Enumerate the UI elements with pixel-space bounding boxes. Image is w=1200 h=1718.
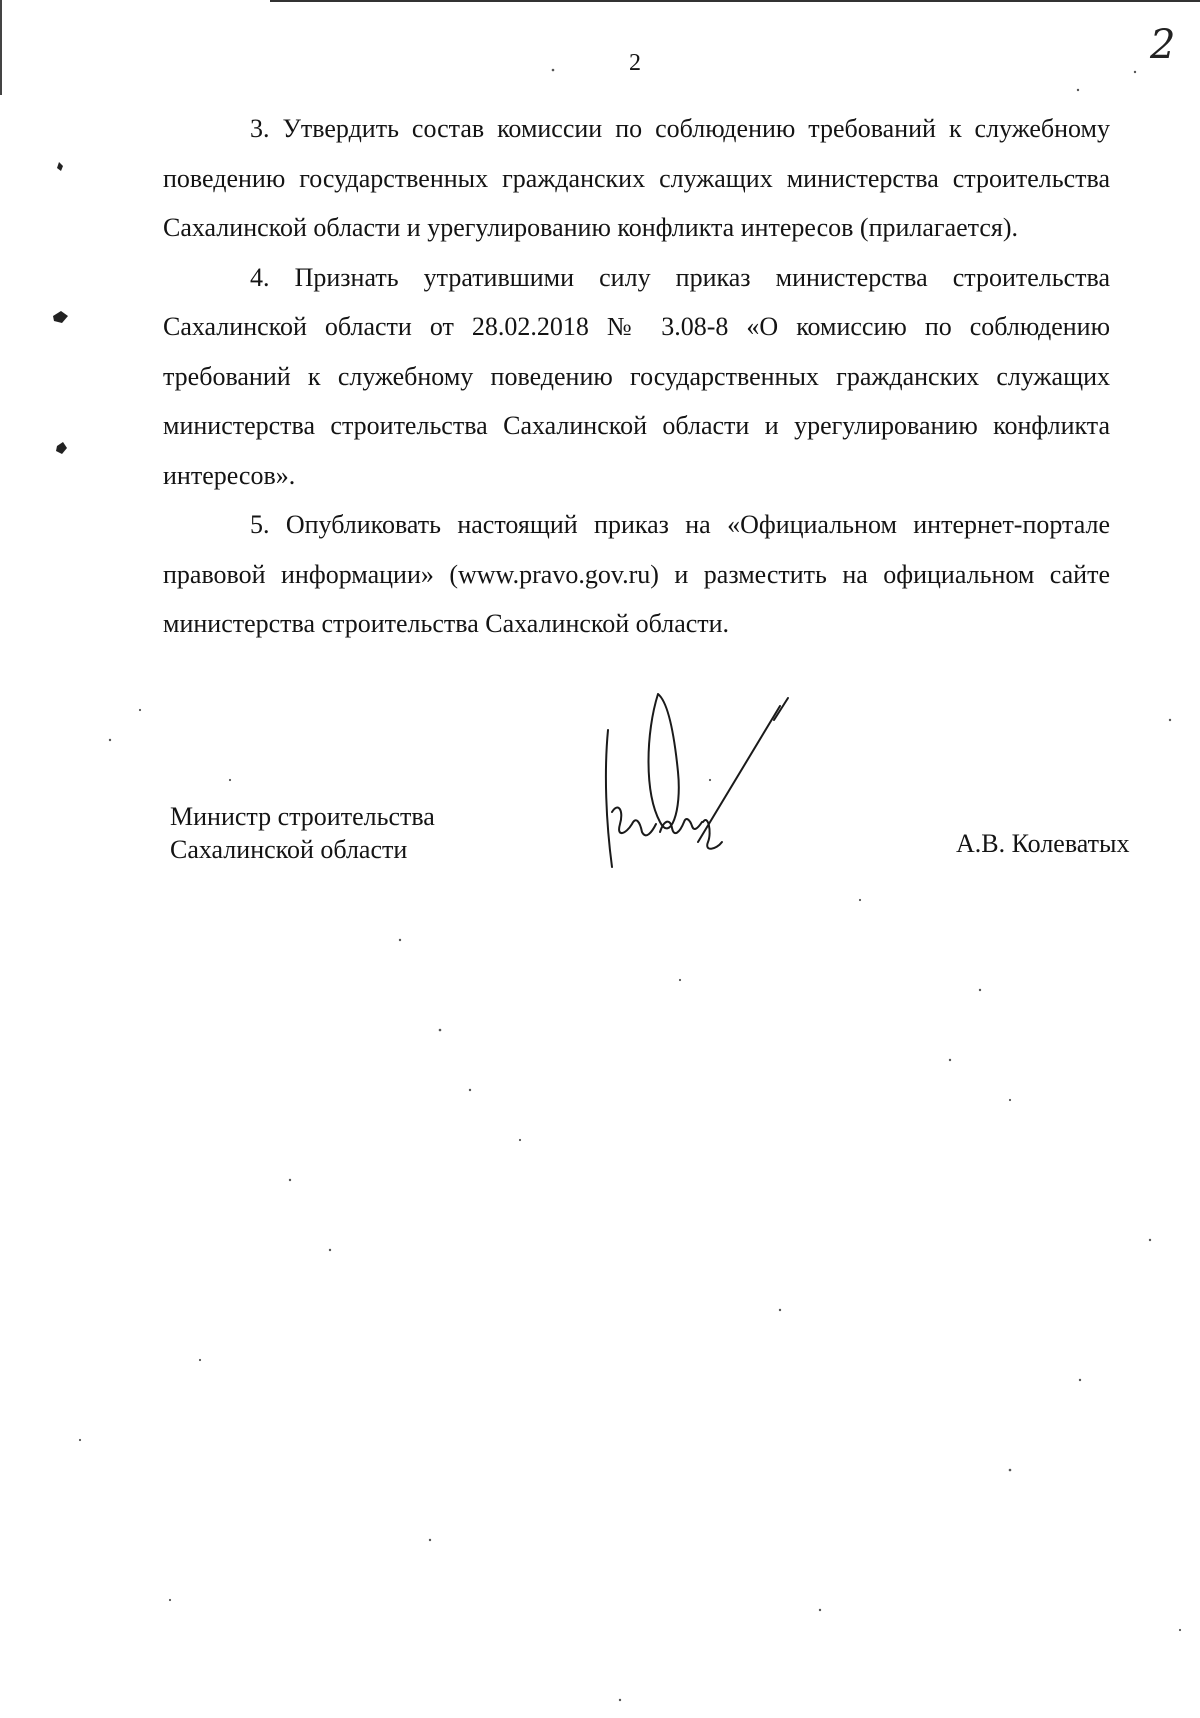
scan-edge-left: [0, 0, 2, 95]
signatory-title: [170, 800, 435, 866]
signatory-title-line-2: Сахалинской области: [170, 835, 408, 864]
scan-edge-top: [270, 0, 1200, 2]
paragraph-3-commission-composition: 3. Утвердить состав комиссии по соблюдению требований к служебному поведению государственных гражданских служащих министерства строительства Сахалинской области и урегулированию конфликта интересов (прилагается).: [163, 114, 1110, 242]
binder-hole-marks: [45, 160, 75, 480]
handwritten-sheet-number: 2: [1150, 22, 1176, 68]
paragraph-4-repeal-order: 4. Признать утратившими силу приказ министерства строительства Сахалинской области от 28.02.2018 № 3.08-8 «О комиссию по соблюдению требований к служебному поведению государственных гражданских служащих министерства строительства Сахалинской области и урегулированию конфликта интересов».: [163, 262, 1110, 490]
handwritten-signature: [598, 692, 798, 870]
signatory-title-line-1: Министр строительства: [170, 802, 435, 831]
page-number: 2: [629, 50, 641, 76]
paragraph-5-publication: 5. Опубликовать настоящий приказ на «Официальном интернет-портале правовой информации» (www.pravo.gov.ru) и разместить на официальном сайте министерства строительства Сахалинской области.: [163, 510, 1110, 638]
order-body: [163, 104, 1110, 649]
signatory-name: А.В. Колеватых: [956, 829, 1130, 858]
